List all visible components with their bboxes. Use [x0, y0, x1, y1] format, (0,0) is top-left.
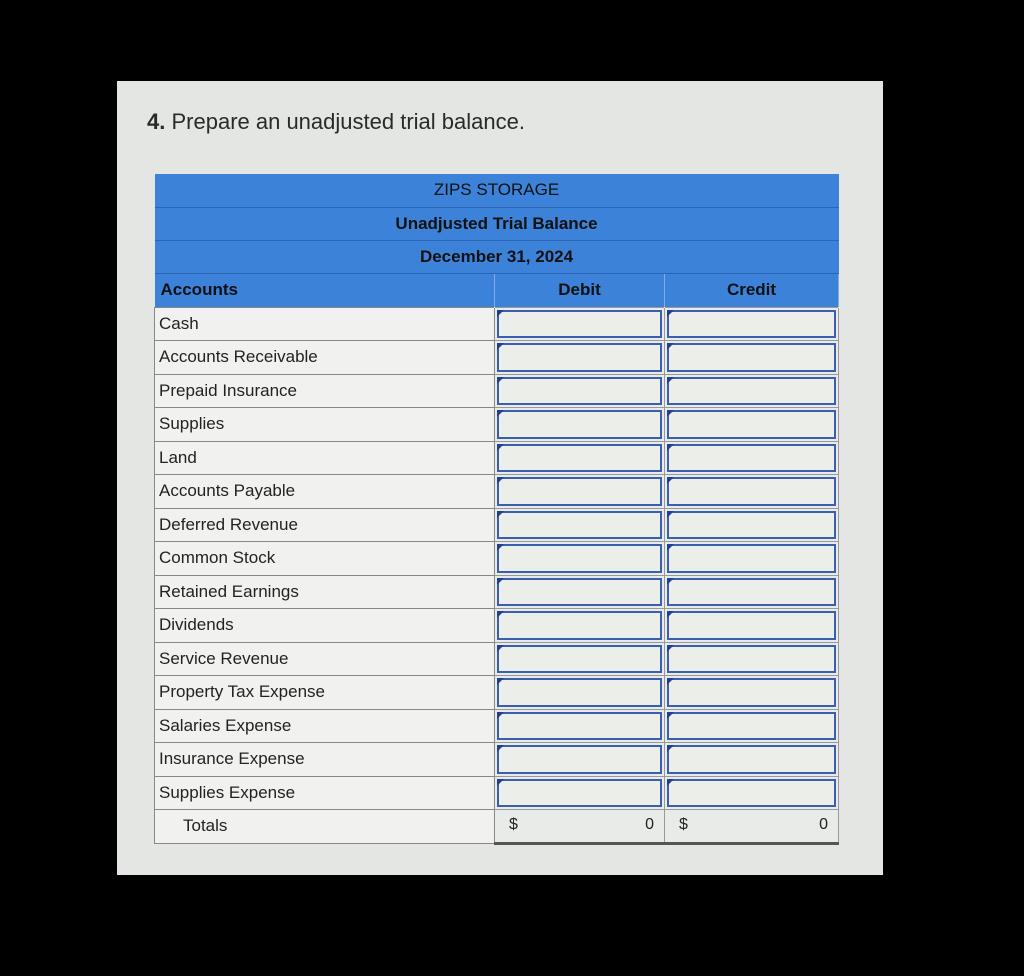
credit-input-box[interactable]: [667, 745, 836, 774]
debit-input[interactable]: [495, 475, 665, 509]
debit-input[interactable]: [495, 609, 665, 643]
debit-input[interactable]: [495, 743, 665, 777]
credit-input[interactable]: [665, 575, 839, 609]
table-row: [155, 776, 839, 810]
account-name: Retained Earnings: [155, 575, 495, 609]
credit-column-header: Credit: [665, 273, 839, 307]
dropdown-flag-icon: [667, 310, 674, 317]
dropdown-flag-icon: [497, 578, 504, 585]
credit-input-box[interactable]: [667, 477, 836, 506]
debit-input-box[interactable]: [497, 310, 662, 339]
question-number: 4.: [147, 109, 166, 134]
debit-input-box[interactable]: [497, 745, 662, 774]
dropdown-flag-icon: [667, 511, 674, 518]
trial-balance-table: [154, 174, 839, 845]
debit-input-box[interactable]: [497, 645, 662, 674]
table-row: [155, 341, 839, 375]
credit-input-box[interactable]: [667, 310, 836, 339]
credit-input[interactable]: [665, 475, 839, 509]
company-name: ZIPS STORAGE: [155, 174, 839, 207]
credit-input[interactable]: [665, 743, 839, 777]
credit-total-symbol: $: [679, 816, 688, 833]
account-name: Deferred Revenue: [155, 508, 495, 542]
accounts-column-header: Accounts: [155, 273, 495, 307]
debit-input[interactable]: [495, 441, 665, 475]
dropdown-flag-icon: [667, 477, 674, 484]
credit-input-box[interactable]: [667, 779, 836, 808]
dropdown-flag-icon: [667, 544, 674, 551]
account-name: Supplies: [155, 408, 495, 442]
credit-input-box[interactable]: [667, 377, 836, 406]
account-name: Prepaid Insurance: [155, 374, 495, 408]
dropdown-flag-icon: [497, 410, 504, 417]
dropdown-flag-icon: [667, 410, 674, 417]
dropdown-flag-icon: [667, 745, 674, 752]
credit-input[interactable]: [665, 374, 839, 408]
table-row: [155, 508, 839, 542]
dropdown-flag-icon: [497, 712, 504, 719]
question-prompt: [147, 109, 525, 135]
debit-input-box[interactable]: [497, 678, 662, 707]
table-row: [155, 743, 839, 777]
table-row: [155, 408, 839, 442]
account-name: Common Stock: [155, 542, 495, 576]
account-name: Cash: [155, 307, 495, 341]
dropdown-flag-icon: [497, 544, 504, 551]
account-name: Land: [155, 441, 495, 475]
credit-input-box[interactable]: [667, 645, 836, 674]
dropdown-flag-icon: [497, 377, 504, 384]
debit-total-value: 0: [645, 816, 654, 833]
dropdown-flag-icon: [667, 678, 674, 685]
debit-total-symbol: $: [509, 816, 518, 833]
dropdown-flag-icon: [497, 343, 504, 350]
debit-input-box[interactable]: [497, 611, 662, 640]
credit-input-box[interactable]: [667, 444, 836, 473]
credit-input[interactable]: [665, 307, 839, 341]
credit-total: [665, 810, 839, 844]
debit-input[interactable]: [495, 341, 665, 375]
debit-input-box[interactable]: [497, 444, 662, 473]
dropdown-flag-icon: [667, 712, 674, 719]
dropdown-flag-icon: [667, 645, 674, 652]
credit-input[interactable]: [665, 508, 839, 542]
account-name: Salaries Expense: [155, 709, 495, 743]
debit-input-box[interactable]: [497, 779, 662, 808]
dropdown-flag-icon: [497, 645, 504, 652]
credit-input[interactable]: [665, 776, 839, 810]
debit-input-box[interactable]: [497, 477, 662, 506]
credit-input-box[interactable]: [667, 578, 836, 607]
debit-input[interactable]: [495, 776, 665, 810]
credit-input-box[interactable]: [667, 611, 836, 640]
debit-input[interactable]: [495, 542, 665, 576]
account-name: Accounts Payable: [155, 475, 495, 509]
table-row: [155, 575, 839, 609]
dropdown-flag-icon: [497, 611, 504, 618]
debit-input[interactable]: [495, 408, 665, 442]
account-name: Service Revenue: [155, 642, 495, 676]
account-name: Insurance Expense: [155, 743, 495, 777]
dropdown-flag-icon: [667, 578, 674, 585]
dropdown-flag-icon: [667, 444, 674, 451]
debit-input-box[interactable]: [497, 511, 662, 540]
debit-input[interactable]: [495, 642, 665, 676]
account-name: Property Tax Expense: [155, 676, 495, 710]
totals-row: [155, 810, 839, 844]
debit-total: [495, 810, 665, 844]
dropdown-flag-icon: [497, 477, 504, 484]
debit-input-box[interactable]: [497, 410, 662, 439]
worksheet-screen: [117, 81, 883, 875]
dropdown-flag-icon: [667, 611, 674, 618]
debit-input[interactable]: [495, 374, 665, 408]
dropdown-flag-icon: [497, 511, 504, 518]
dropdown-flag-icon: [497, 678, 504, 685]
debit-column-header: Debit: [495, 273, 665, 307]
credit-input[interactable]: [665, 341, 839, 375]
dropdown-flag-icon: [667, 343, 674, 350]
table-row: [155, 475, 839, 509]
dropdown-flag-icon: [497, 310, 504, 317]
debit-input-box[interactable]: [497, 712, 662, 741]
table-row: [155, 307, 839, 341]
account-name: Supplies Expense: [155, 776, 495, 810]
table-row: [155, 642, 839, 676]
credit-input[interactable]: [665, 676, 839, 710]
table-row: [155, 709, 839, 743]
statement-title: Unadjusted Trial Balance: [155, 207, 839, 240]
dropdown-flag-icon: [497, 745, 504, 752]
debit-input[interactable]: [495, 709, 665, 743]
credit-input-box[interactable]: [667, 343, 836, 372]
credit-input[interactable]: [665, 709, 839, 743]
credit-input-box[interactable]: [667, 511, 836, 540]
account-name: Accounts Receivable: [155, 341, 495, 375]
debit-input-box[interactable]: [497, 578, 662, 607]
debit-input[interactable]: [495, 307, 665, 341]
credit-input[interactable]: [665, 441, 839, 475]
table-row: [155, 374, 839, 408]
dropdown-flag-icon: [497, 779, 504, 786]
credit-input[interactable]: [665, 642, 839, 676]
credit-input-box[interactable]: [667, 712, 836, 741]
credit-input-box[interactable]: [667, 678, 836, 707]
debit-input-box[interactable]: [497, 343, 662, 372]
statement-date: December 31, 2024: [155, 240, 839, 273]
debit-input-box[interactable]: [497, 544, 662, 573]
credit-input-box[interactable]: [667, 410, 836, 439]
question-text: Prepare an unadjusted trial balance.: [171, 109, 525, 134]
credit-input[interactable]: [665, 609, 839, 643]
table-row: [155, 609, 839, 643]
credit-total-value: 0: [819, 816, 829, 833]
debit-input[interactable]: [495, 508, 665, 542]
account-name: Dividends: [155, 609, 495, 643]
table-row: [155, 676, 839, 710]
dropdown-flag-icon: [667, 377, 674, 384]
credit-input[interactable]: [665, 542, 839, 576]
credit-input[interactable]: [665, 408, 839, 442]
table-row: [155, 441, 839, 475]
debit-input-box[interactable]: [497, 377, 662, 406]
debit-input[interactable]: [495, 676, 665, 710]
dropdown-flag-icon: [497, 444, 504, 451]
table-row: [155, 542, 839, 576]
dropdown-flag-icon: [667, 779, 674, 786]
debit-input[interactable]: [495, 575, 665, 609]
totals-label: Totals: [155, 810, 495, 844]
credit-input-box[interactable]: [667, 544, 836, 573]
